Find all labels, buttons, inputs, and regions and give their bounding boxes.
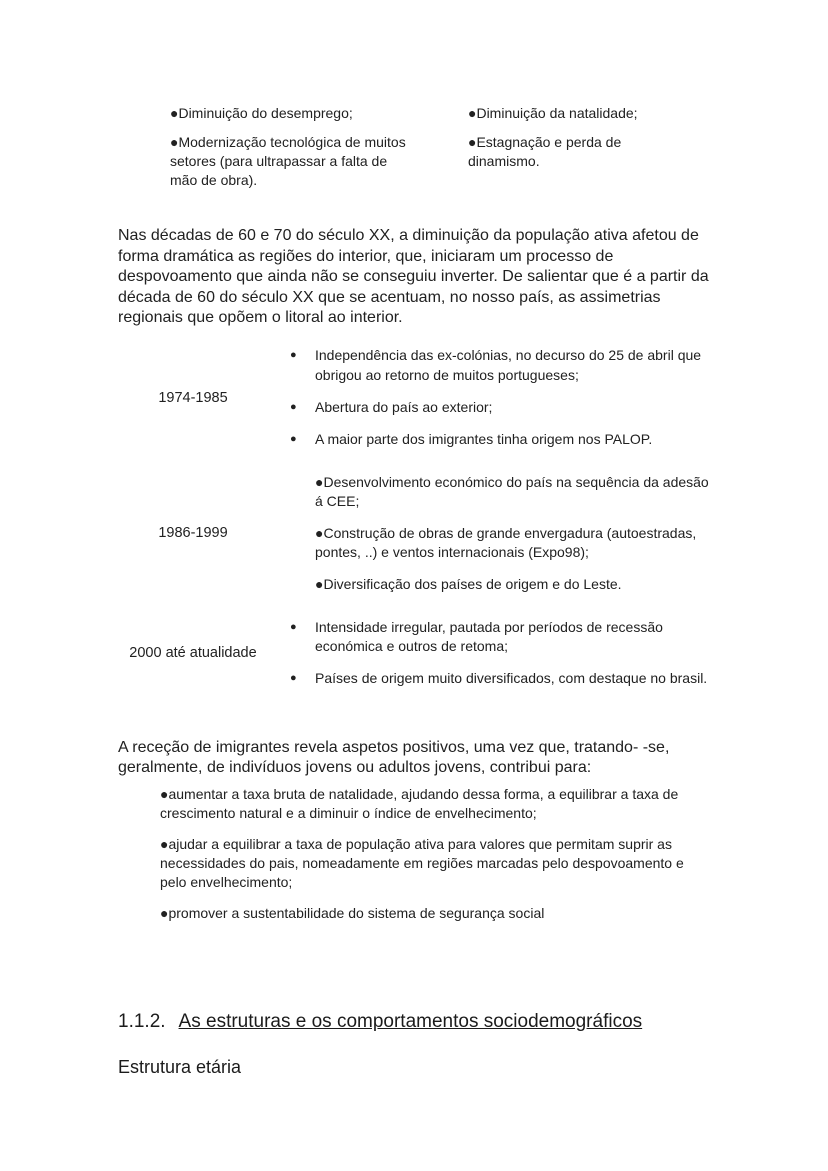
- bullet-icon: ●: [290, 349, 297, 362]
- heading-number: 1.1.2.: [118, 1010, 166, 1032]
- left-column: [170, 104, 412, 190]
- bullet-icon: ●: [290, 671, 297, 684]
- list-item: ●Construção de obras de grande envergadura (autoestradas, pontes, ..) e ventos internacionais (Expo98);: [315, 524, 697, 560]
- period-label: 1974-1985: [158, 389, 228, 406]
- list-item-text: A maior parte dos imigrantes tinha origem nos PALOP.: [315, 430, 653, 447]
- paragraph-decades: Nas décadas de 60 e 70 do século XX, a diminuição da população ativa afetou de forma dramática as regiões do interior, que, iniciaram um processo de despovoamento que ainda não se conseguiu inverter. De salientar que é a partir da década de 60 do século XX que se acentuam, no nosso país, as assimetrias regionais que opõem o litoral ao interior.: [118, 227, 709, 326]
- benefits-list: [160, 785, 712, 923]
- subheading-estrutura-etaria: Estrutura etária: [118, 1056, 242, 1077]
- list-item-text: Abertura do país ao exterior;: [315, 398, 493, 415]
- list-item: ●Desenvolvimento económico do país na sequência da adesão á CEE;: [315, 473, 709, 509]
- bullet-item: ●Estagnação e perda de dinamismo.: [468, 134, 622, 170]
- bullet-item: ●Modernização tecnológica de muitos setores (para ultrapassar a falta de mão de obra).: [170, 134, 406, 189]
- paragraph-benefits-intro: A receção de imigrantes revela aspetos positivos, uma vez que, tratando- -se, geralmente, de indivíduos jovens ou adultos jovens, contribui para:: [118, 738, 670, 777]
- period-label: 2000 até atualidade: [129, 644, 257, 661]
- bullet-item: ●aumentar a taxa bruta de natalidade, ajudando dessa forma, a equilibrar a taxa de crescimento natural e a diminuir o índice de envelhecimento;: [160, 785, 679, 821]
- bullet-icon: ●: [290, 620, 297, 633]
- bullet-icon: ●: [290, 432, 297, 445]
- list-item: [290, 398, 712, 417]
- two-column-bullets: [118, 104, 712, 190]
- bullet-icon: ●: [290, 400, 297, 413]
- period-items: [268, 618, 712, 688]
- list-item-text: Independência das ex-colónias, no decurso do 25 de abril que obrigou ao retorno de muitos portugueses;: [315, 347, 702, 383]
- period-items: [268, 473, 712, 594]
- list-item-text: Intensidade irregular, pautada por períodos de recessão económica e outros de retoma;: [315, 618, 663, 654]
- period-label: 1986-1999: [158, 525, 228, 542]
- list-item: [290, 430, 712, 449]
- bullet-item: ●ajudar a equilibrar a taxa de população ativa para valores que permitam suprir as necessidades do pais, nomeadamente em regiões marcadas pelo despovoamento e pelo envelhecimento;: [160, 835, 684, 890]
- period-items: [268, 346, 712, 448]
- timeline-table: [118, 346, 712, 687]
- list-item: [290, 618, 712, 656]
- list-item-text: Países de origem muito diversificados, com destaque no brasil.: [315, 669, 708, 686]
- heading-title: As estruturas e os comportamentos sociodemográficos: [178, 1010, 643, 1032]
- right-column: [468, 104, 680, 190]
- list-item: ●Diversificação dos países de origem e do Leste.: [315, 575, 622, 592]
- section-heading: [118, 1011, 712, 1033]
- bullet-item: ●Diminuição da natalidade;: [468, 105, 638, 121]
- list-item: [290, 346, 712, 384]
- bullet-item: ●Diminuição do desemprego;: [170, 105, 353, 121]
- bullet-item: ●promover a sustentabilidade do sistema de segurança social: [160, 904, 545, 921]
- list-item: [290, 669, 712, 688]
